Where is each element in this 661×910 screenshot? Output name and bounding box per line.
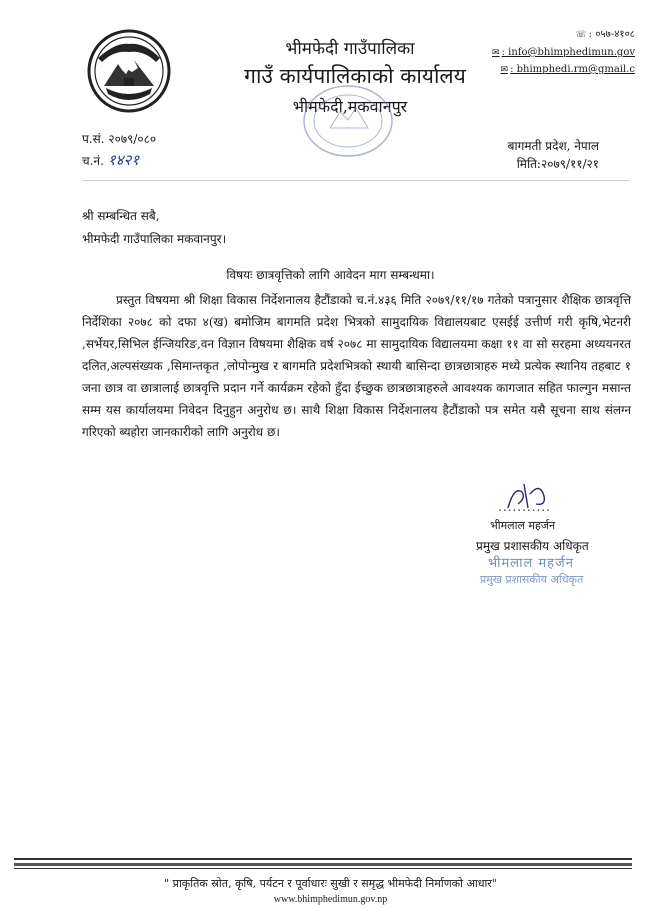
- contact-phone: ☏ : ०५७-४१०८: [575, 29, 635, 40]
- nepal-emblem-icon: [86, 28, 172, 114]
- signature-dots: ...........: [498, 500, 551, 514]
- footer-website[interactable]: www.bhimphedimun.gov.np: [273, 894, 388, 905]
- office-name: भीमफेदी गाउँपालिका: [285, 39, 415, 59]
- subject-line: विषयः छात्रवृत्तिको लागि आवेदन माग सम्बन्धमा।: [226, 268, 435, 282]
- letter-date: मिति:२०७९/११/२१: [516, 157, 599, 171]
- body-paragraph: प्रस्तुत विषयमा श्री शिक्षा विकास निर्देशनालय हैटौंडाको च.नं.४३६ मिति २०७९/११/१७ गतेको पत्रानुसार शैक्षिक छात्रवृत्ति निर्देशिका २०७८ को दफा ४(ख) बमोजिम बागमति प्रदेश भित्रको सामुदायिक विद्यालयबाट एसईई उत्तीर्ण गरी कृषि,भेटनरी ,सर्भेयर,सिभिल ईन्जियरिङ,वन विज्ञान विषयमा शैक्षिक वर्ष २०७८ मा सामुदायिक विद्यालयमा कक्षा ११ वा सो सरहमा अध्ययनरत दलित,अल्पसंख्यक ,सिमान्तकृत ,लोपोन्मुख र बागमति प्रदेशभित्रको स्थायी बासिन्दा छात्रछात्राहरु मध्ये प्रत्येक स्थानिय तहबाट १ जना छात्र वा छात्रालाई छात्रवृत्ति प्रदान गर्ने कार्यक्रम रहेको हुँदा ईच्छुक छात्रछात्राहरुले आवश्यक कागजात सहित फाल्गुन मसान्त सम्म यस कार्यालयमा निवेदन दिनुहुन अनुरोध छ। साथै शिक्षा विकास निर्देशनालय हैटौंडाको पत्र समेत यसै सूचना साथ संलग्न गरिएको ब्यहोरा जानकारीको लागि अनुरोध छ।: [82, 293, 631, 439]
- footer-divider: [14, 858, 632, 872]
- office-address: भीमफेदी,मकवानपुर: [292, 97, 408, 116]
- stamp-title: प्रमुख प्रशासकीय अधिकृत: [480, 573, 584, 586]
- header-divider: [82, 180, 630, 181]
- contact-email-1[interactable]: ✉ : info@bhimphedimun.gov: [492, 47, 635, 58]
- recipient-line-1: श्री सम्बन्धित सबै,: [82, 209, 160, 223]
- office-seal-icon: [300, 82, 396, 160]
- contact-email-2[interactable]: ✉ : bhimphedi.rm@gmail.c: [500, 64, 635, 75]
- chalani-label: च.नं.: [82, 154, 104, 168]
- email-icon: ✉: [492, 48, 500, 58]
- chalani-number: १४२१: [107, 151, 140, 169]
- office-title: गाउँ कार्यपालिकाको कार्यालय: [244, 64, 466, 88]
- phone-number: ०५७-४१०८: [595, 29, 635, 40]
- recipient-line-2: भीमफेदी गाउँपालिका मकवानपुर।: [82, 232, 227, 246]
- email-icon: ✉: [500, 65, 509, 75]
- signatory-name: भीमलाल महर्जन: [490, 519, 556, 532]
- email-address-1[interactable]: info@bhimphedimun.gov: [508, 47, 635, 58]
- patra-sankhya: प.सं. २०७९/०८०: [82, 132, 157, 146]
- chalani-number-line: [82, 152, 139, 169]
- province: बागमती प्रदेश, नेपाल: [507, 139, 599, 153]
- signatory-title: प्रमुख प्रशासकीय अधिकृत: [476, 539, 589, 553]
- stamp-name: भीमलाल महर्जन: [488, 556, 574, 571]
- phone-icon: ☏: [575, 30, 587, 40]
- footer-motto: " प्राकृतिक स्रोत, कृषि, पर्यटन र पूर्वाधारः सुखी र समृद्ध भीमफेदी निर्माणको आधार": [164, 877, 497, 890]
- email-address-2[interactable]: bhimphedi.rm@gmail.c: [516, 64, 635, 75]
